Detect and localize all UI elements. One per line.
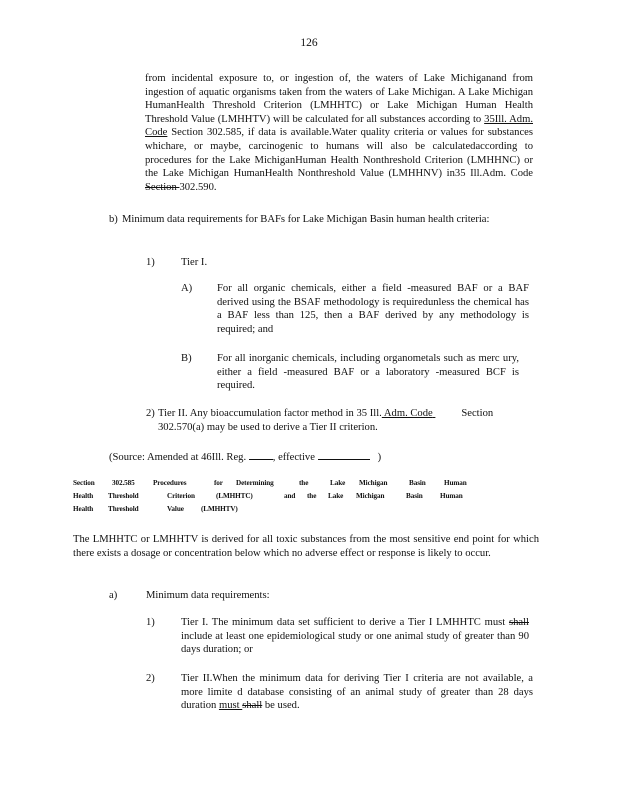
intro-ref-deleted: Section bbox=[145, 181, 180, 193]
intro-text-3: 302.590. bbox=[179, 181, 217, 193]
hdr-word: Health bbox=[73, 505, 94, 513]
hdr-word: Threshold bbox=[108, 492, 139, 500]
item-b2-label: 2) bbox=[146, 408, 155, 419]
item-b2-text bbox=[158, 407, 530, 434]
hdr-word: (LMHHTV) bbox=[201, 505, 238, 513]
hdr-word: Basin bbox=[409, 479, 426, 487]
hdr-word: Determining bbox=[236, 479, 274, 487]
item-b2-text-2: Section 302.570(a) may be used to derive a Tier II criterion. bbox=[158, 408, 494, 433]
source-text-1: (Source: Amended at 46Ill. Reg. bbox=[109, 452, 247, 463]
page-number: 126 bbox=[300, 37, 318, 49]
section-header-row-3 bbox=[73, 503, 493, 516]
item-b-label: b) bbox=[109, 214, 118, 225]
item-a1-label: 1) bbox=[146, 617, 155, 628]
item-a2-deleted: shall bbox=[242, 700, 263, 712]
item-a1-text-1: Tier I. The minimum data set sufficient to derive a Tier I LMHHTC must bbox=[181, 617, 509, 628]
item-b2-text-1: Tier II. Any bioaccumulation factor method in 35 Ill. bbox=[158, 408, 382, 419]
hdr-word: Lake bbox=[328, 492, 344, 500]
item-a-label: a) bbox=[109, 590, 118, 601]
item-b1-label: 1) bbox=[146, 257, 155, 268]
hdr-word: Lake bbox=[330, 479, 346, 487]
hdr-word: Human bbox=[444, 479, 467, 487]
hdr-word: (LMHHTC) bbox=[216, 492, 253, 500]
item-a-text: Minimum data requirements: bbox=[146, 590, 270, 601]
item-b2-ref-inserted: Adm. Code bbox=[381, 408, 433, 419]
hdr-word: Human bbox=[440, 492, 463, 500]
hdr-word: Health bbox=[73, 492, 94, 500]
effective-blank bbox=[318, 450, 370, 460]
hdr-word: 302.585 bbox=[112, 479, 135, 487]
item-b1-text: Tier I. bbox=[181, 257, 208, 268]
section-header bbox=[73, 477, 493, 516]
hdr-word: Section bbox=[73, 479, 95, 487]
item-a1-deleted: shall bbox=[508, 617, 529, 628]
hdr-word: Basin bbox=[406, 492, 423, 500]
hdr-word: Procedures bbox=[153, 479, 187, 487]
item-a2-label: 2) bbox=[146, 673, 155, 684]
item-a1-text bbox=[181, 616, 529, 657]
item-a2-text-2: be used. bbox=[262, 700, 300, 712]
intro-text-1: from incidental exposure to, or ingestion of, the waters of Lake Michiganand from ingestion of aquatic organisms taken from the waters of Lake Michigan. A Lake Michigan HumanHealth Threshold Criterion (LMHHTC) or Lake Michigan Human Health Threshold Value (LMHHTV) will be calculated for all substances according to bbox=[145, 73, 533, 125]
hdr-word: Michigan bbox=[359, 479, 388, 487]
intro-ref-inserted: 35Ill. Adm. Code bbox=[145, 113, 533, 139]
item-b-text: Minimum data requirements for BAFs for Lake Michigan Basin human health criteria: bbox=[122, 214, 490, 225]
item-a2-text bbox=[181, 672, 533, 713]
hdr-word: Michigan bbox=[356, 492, 385, 500]
hdr-word: and bbox=[284, 492, 296, 500]
section-header-row-1 bbox=[73, 477, 493, 490]
main-paragraph: The LMHHTC or LMHHTV is derived for all toxic substances from the most sensitive end point for which there exists a dosage or concentration below which no adverse effect or response is likely to occur. bbox=[73, 534, 539, 559]
item-a1-text-2: include at least one epidemiological study or one animal study of greater than 90 days duration; or bbox=[181, 630, 529, 656]
intro-paragraph bbox=[145, 72, 533, 194]
reg-blank bbox=[249, 450, 273, 460]
hdr-word: for bbox=[214, 479, 223, 487]
item-b1B-text: For all inorganic chemicals, including organometals such as merc ury, either a field -measured BAF or a laboratory -measured BCF is required. bbox=[217, 353, 519, 392]
item-b1A-label: A) bbox=[181, 283, 193, 294]
hdr-word: the bbox=[307, 492, 317, 500]
source-line bbox=[109, 450, 381, 465]
source-text-3: ) bbox=[377, 452, 382, 463]
blank-underline bbox=[433, 407, 459, 421]
section-header-row-2 bbox=[73, 490, 493, 503]
item-b1A-text: For all organic chemicals, either a field -measured BAF or a BAF derived using the BSAF methodology is requiredunless the chemical has a BAF less than 125, then a BAF derived by any methodology is required; and bbox=[217, 283, 529, 335]
item-a2-inserted: must bbox=[218, 700, 243, 712]
hdr-word: the bbox=[299, 479, 309, 487]
hdr-word: Threshold bbox=[108, 505, 139, 513]
source-text-2: , effective bbox=[272, 452, 315, 463]
hdr-word: Criterion bbox=[167, 492, 195, 500]
hdr-word: Value bbox=[167, 505, 184, 513]
item-a2-text-1: Tier II.When the minimum data for deriving Tier I criteria are not available, a more limite d database consisting of an animal study of greater than 28 days duration bbox=[181, 673, 533, 712]
intro-text-2: Section 302.585, if data is available.Water quality criteria or values for substances whichare, or maybe, carcinogenic to humans will also be calculatedaccording to procedures for the Lake MichiganHuman Health Nonthreshold Criterion (LMHHNC) or the Lake Michigan HumanHealth Nonthreshold Value (LMHHNV) in35 Ill.Adm. Code bbox=[145, 127, 533, 180]
item-b1B-label: B) bbox=[181, 353, 192, 364]
